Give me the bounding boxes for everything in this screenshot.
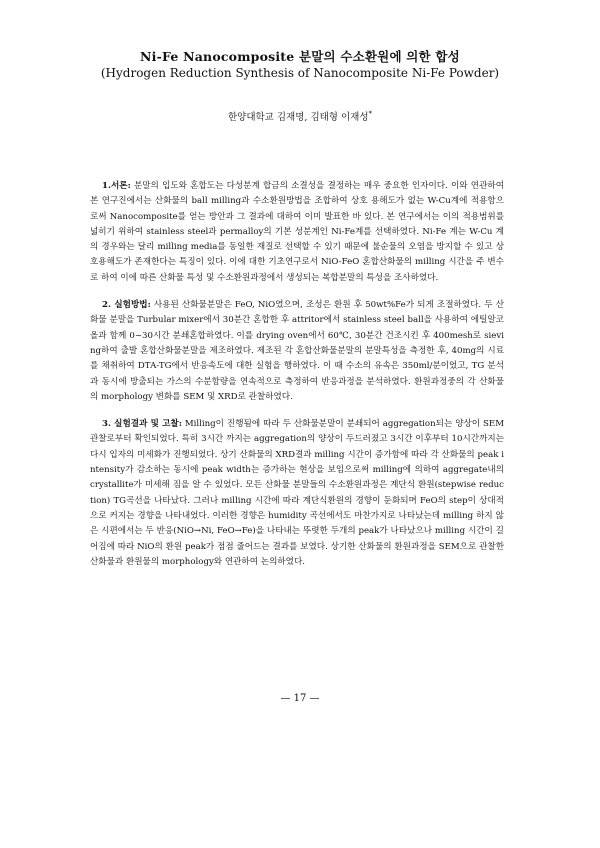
section-heading: 1.서론: (102, 181, 131, 191)
section-text: 사용된 산화물분말은 FeO, NiO였으며, 조성은 환원 후 50wt%Fe가 되게 조절하였다. 두 산화물 분말을 Turbular mixer에서 30분간 혼합한 후 attritor에서 stainless steel ball을 사용하여 에틸알코올과 함께 0~30시간 분쇄혼합하였다. 이를 drying oven에서 60℃, 30분간 건조시킨 후 400mesh로 sieving하여 출발 혼합산화물분말을 제조하였다. 제조된 각 혼합산화물분말의 분말특성을 측정한 후, 40mg의 시료를 채취하여 DTA-TG에서 반응속도에 대한 실험을 행하였다. 이 때 수소의 유속은 350ml/분이었고, TG 분석과 동시에 방출되는 가스의 수분함량을 연속적으로 측정하여 반응과정을 분석하였다. 환원과정중의 각 산화물의 morphology 변화를 SEM 및 XRD로 관찰하였다. (90, 300, 505, 402)
page-number: — 17 — (280, 693, 320, 704)
section-text: Milling이 진행됨에 따라 두 산화물분말이 분쇄되어 aggregation되는 양상이 SEM관찰로부터 확인되었다. 특히 3시간 까지는 aggregation의 양상이 두드러졌고 3시간 이후부터 10시간까지는 다시 입자의 미세화가 진행되었다. 상기 산화물의 XRD결과 milling 시간이 증가함에 따라 각 산화물의 peak intensity가 감소하는 동시에 peak width는 증가하는 현상을 보임으로써 milling에 의하여 aggregate내의 crystallite가 미세해 짐을 알 수 있었다. 모든 산화물 분말들의 수소환원과정은 계단식 환원(stepwise reduction) TG곡선을 나타났다. 그러나 milling 시간에 따라 계단식환원의 경향이 둔화되며 FeO의 step이 상대적으로 커지는 경향을 나타내었다. 이러한 경향은 humidity 곡선에서도 마찬가지로 나타났는데 milling 하지 않은 시편에서는 두 반응(NiO→Ni, FeO→Fe)을 나타내는 뚜렷한 두개의 peak가 나타났으나 milling 시간이 길어짐에 따라 NiO의 환원 peak가 점점 줄어드는 결과를 보였다. 상기한 산화물의 환원과정을 SEM으로 관찰한 산화물과 환원물의 morphology와 연관하여 논의하였다. (90, 419, 505, 567)
title-english: (Hydrogen Reduction Synthesis of Nanocomposite Ni-Fe Powder) (100, 66, 500, 80)
author-line (0, 109, 600, 123)
title-korean: Ni-Fe Nanocomposite 분말의 수소환원에 의한 합성 (140, 49, 460, 64)
section-text: 분말의 입도와 혼합도는 다성분계 합금의 소결성을 결정하는 매우 중요한 인자이다. 이와 연관하여 본 연구진에서는 산화물의 ball milling과 수소환원방법을 조합하여 상호 용해도가 없는 W-Cu계에 적용함으로써 Nanocomposite를 얻는 방안과 그 결과에 대하여 이미 발표한 바 있다. 본 연구에서는 이의 적용범위를 넓히기 위하여 stainless steel과 permalloy의 기본 성분계인 Ni-Fe계를 선택하였다. Ni-Fe 계는 W-Cu 계의 경우와는 달리 milling media를 동일한 재질로 선택할 수 있기 때문에 불순물의 오염을 방지할 수 있고 상호용해도가 존재한다는 특징이 있다. 이에 대한 기초연구로서 NiO-FeO 혼합산화물의 milling 시간을 주 변수로 하여 이에 따른 산화물 특성 및 수소환원과정에서 생성되는 복합분말의 특성을 조사하였다. (90, 181, 504, 283)
section-methods (90, 298, 504, 405)
authors-text: 한양대학교 김재명, 김태형 이재성 (227, 112, 369, 123)
section-heading: 2. 실험방법: (102, 300, 151, 311)
section-results (90, 417, 504, 570)
section-introduction (90, 179, 504, 286)
body-text (90, 179, 504, 582)
corresponding-author-mark: * (368, 109, 373, 118)
section-heading: 3. 실험결과 및 고찰: (102, 419, 182, 430)
